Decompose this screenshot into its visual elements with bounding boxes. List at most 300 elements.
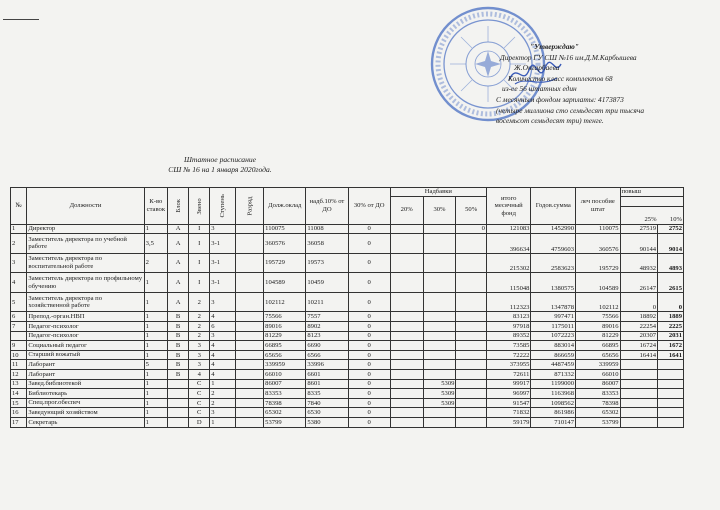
monthly-cell: 96997	[486, 389, 531, 399]
bonus10-cell: 7840	[306, 398, 348, 408]
a30-cell	[423, 224, 456, 234]
level-cell: I	[189, 273, 210, 293]
a20-cell	[390, 398, 423, 408]
a50-cell	[456, 408, 487, 418]
table-row	[11, 253, 684, 273]
r10-cell: 2615	[658, 273, 684, 293]
r10-cell: 2752	[658, 224, 684, 234]
salary-cell: 65656	[264, 350, 306, 360]
row-number: 17	[11, 418, 27, 428]
salary-cell: 66010	[264, 370, 306, 380]
r10-cell: 1889	[658, 312, 684, 322]
a50-cell	[456, 253, 487, 273]
staff-schedule-table	[10, 187, 684, 428]
r10-cell	[658, 360, 684, 370]
pct30-cell: 0	[348, 322, 390, 332]
pct30-cell: 0	[348, 312, 390, 322]
a20-cell	[390, 389, 423, 399]
count-cell: 2	[144, 253, 167, 273]
bonus10-cell: 36058	[306, 234, 348, 254]
block-cell: А	[168, 234, 189, 254]
row-number: 13	[11, 379, 27, 389]
salary-cell: 65302	[264, 408, 306, 418]
a20-cell	[390, 350, 423, 360]
r25-cell	[620, 379, 658, 389]
step-cell: 2	[210, 398, 236, 408]
a50-cell	[456, 312, 487, 322]
a30-cell: 5309	[423, 389, 456, 399]
a30-cell	[423, 341, 456, 351]
r25-cell: 18892	[620, 312, 658, 322]
block-cell: В	[168, 341, 189, 351]
row-number: 3	[11, 253, 27, 273]
pct30-cell: 0	[348, 408, 390, 418]
medical-cell: 81229	[576, 331, 621, 341]
r10-cell	[658, 398, 684, 408]
row-number: 15	[11, 398, 27, 408]
level-cell: I	[189, 224, 210, 234]
col-header-block: Блок	[168, 188, 189, 225]
yearly-cell: 871332	[531, 370, 576, 380]
block-cell: А	[168, 292, 189, 312]
a20-cell	[390, 234, 423, 254]
a20-cell	[390, 379, 423, 389]
row-number: 7	[11, 322, 27, 332]
bonus10-cell: 8902	[306, 322, 348, 332]
medical-cell: 65302	[576, 408, 621, 418]
yearly-cell: 1347878	[531, 292, 576, 312]
bonus10-cell: 5380	[306, 418, 348, 428]
pct30-cell: 0	[348, 418, 390, 428]
position-name: Секретарь	[27, 418, 144, 428]
pct30-cell: 0	[348, 253, 390, 273]
grade-cell	[236, 360, 264, 370]
pct30-cell: 0	[348, 398, 390, 408]
count-cell: 1	[144, 370, 167, 380]
r25-cell: 90144	[620, 234, 658, 254]
block-cell	[168, 418, 189, 428]
salary-cell: 110075	[264, 224, 306, 234]
salary-cell: 81229	[264, 331, 306, 341]
bonus10-cell: 10211	[306, 292, 348, 312]
step-cell: 3	[210, 292, 236, 312]
title-line: СШ № 16 на 1 января 2020года.	[168, 164, 272, 174]
block-cell: В	[168, 370, 189, 380]
r25-cell	[620, 408, 658, 418]
pct30-cell: 0	[348, 273, 390, 293]
monthly-cell: 71832	[486, 408, 531, 418]
a50-cell	[456, 350, 487, 360]
step-cell: 3	[210, 408, 236, 418]
monthly-cell: 115048	[486, 273, 531, 293]
medical-cell: 339959	[576, 360, 621, 370]
monthly-cell: 72222	[486, 350, 531, 360]
grade-cell	[236, 292, 264, 312]
monthly-cell: 59179	[486, 418, 531, 428]
level-cell: 2	[189, 331, 210, 341]
grade-cell	[236, 312, 264, 322]
medical-cell: 53799	[576, 418, 621, 428]
col-header-medical: леч пособие штат	[576, 188, 621, 225]
a50-cell	[456, 292, 487, 312]
position-name: Заместитель директора по хозяйственной работе	[27, 292, 144, 312]
yearly-cell: 997471	[531, 312, 576, 322]
table-row	[11, 398, 684, 408]
r10-cell: 0	[658, 292, 684, 312]
monthly-cell: 83123	[486, 312, 531, 322]
step-cell: 4	[210, 350, 236, 360]
position-name: Лаборант	[27, 360, 144, 370]
r10-cell: 2031	[658, 331, 684, 341]
a30-cell	[423, 408, 456, 418]
r10-cell: 1641	[658, 350, 684, 360]
approval-line: Ж.Онгарбаева	[514, 63, 560, 73]
pct30-cell: 0	[348, 350, 390, 360]
col-header-position: Должности	[27, 188, 144, 225]
count-cell: 1	[144, 224, 167, 234]
count-cell: 5	[144, 360, 167, 370]
row-number: 10	[11, 350, 27, 360]
level-cell: I	[189, 253, 210, 273]
position-name: Заместитель директора по профильному обучению	[27, 273, 144, 293]
step-cell: 4	[210, 360, 236, 370]
position-name: Старший вожатый	[27, 350, 144, 360]
position-name: Лаборант	[27, 370, 144, 380]
salary-cell: 104589	[264, 273, 306, 293]
a20-cell	[390, 322, 423, 332]
grade-cell	[236, 418, 264, 428]
row-number: 4	[11, 273, 27, 293]
grade-cell	[236, 398, 264, 408]
row-number	[11, 331, 27, 341]
level-cell: С	[189, 398, 210, 408]
top-rule	[3, 19, 39, 20]
row-number: 16	[11, 408, 27, 418]
monthly-cell: 91547	[486, 398, 531, 408]
approval-line: (четыре миллиона сто семьдесят три тысяча	[496, 105, 645, 115]
count-cell: 3,5	[144, 234, 167, 254]
r10-cell	[658, 389, 684, 399]
medical-cell: 102112	[576, 292, 621, 312]
yearly-cell: 710147	[531, 418, 576, 428]
a50-cell	[456, 418, 487, 428]
yearly-cell: 883014	[531, 341, 576, 351]
count-cell: 1	[144, 322, 167, 332]
a30-cell: 5309	[423, 398, 456, 408]
count-cell: 1	[144, 273, 167, 293]
position-name: Заместитель директора по воспитательной работе	[27, 253, 144, 273]
level-cell: 2	[189, 292, 210, 312]
medical-cell: 195729	[576, 253, 621, 273]
col-header-count: К-во ставок	[144, 188, 167, 225]
a50-cell	[456, 331, 487, 341]
medical-cell: 75566	[576, 312, 621, 322]
pct30-cell: 0	[348, 360, 390, 370]
col-header-num: №	[11, 188, 27, 225]
a30-cell	[423, 253, 456, 273]
yearly-cell: 1199000	[531, 379, 576, 389]
yearly-cell: 861986	[531, 408, 576, 418]
block-cell	[168, 398, 189, 408]
approval-line: из-ее 56 штатных един	[502, 84, 577, 94]
block-cell: В	[168, 331, 189, 341]
col-header-yearly: Годов.сумма	[531, 188, 576, 225]
col-header-r25: 25%	[620, 206, 658, 224]
count-cell: 1	[144, 418, 167, 428]
yearly-cell: 1163968	[531, 389, 576, 399]
a30-cell	[423, 360, 456, 370]
level-cell: С	[189, 379, 210, 389]
col-header-a20: 20%	[390, 196, 423, 224]
a30-cell	[423, 331, 456, 341]
count-cell: 1	[144, 350, 167, 360]
level-cell: 4	[189, 370, 210, 380]
salary-cell: 89016	[264, 322, 306, 332]
grade-cell	[236, 389, 264, 399]
position-name: Завед.библиотекой	[27, 379, 144, 389]
medical-cell: 89016	[576, 322, 621, 332]
r25-cell	[620, 398, 658, 408]
col-header-level: Звено	[189, 188, 210, 225]
approval-line: Директор ГУ СШ №16 им.Д.М.Карбышева	[500, 52, 637, 62]
table-row	[11, 370, 684, 380]
approval-block	[482, 42, 718, 127]
count-cell: 1	[144, 312, 167, 322]
row-number: 9	[11, 341, 27, 351]
medical-cell: 104589	[576, 273, 621, 293]
salary-cell: 53799	[264, 418, 306, 428]
r25-cell: 20307	[620, 331, 658, 341]
bonus10-cell: 6566	[306, 350, 348, 360]
row-number: 11	[11, 360, 27, 370]
r25-cell: 22254	[620, 322, 658, 332]
r10-cell	[658, 408, 684, 418]
r25-cell: 27519	[620, 224, 658, 234]
col-header-r10: 10%	[658, 206, 684, 224]
block-cell: В	[168, 312, 189, 322]
a30-cell	[423, 273, 456, 293]
medical-cell: 86007	[576, 379, 621, 389]
yearly-cell: 2583623	[531, 253, 576, 273]
bonus10-cell: 8123	[306, 331, 348, 341]
r25-cell: 0	[620, 292, 658, 312]
count-cell: 1	[144, 389, 167, 399]
level-cell: С	[189, 408, 210, 418]
col-header-pct30: 30% от ДО	[348, 188, 390, 225]
monthly-cell: 215302	[486, 253, 531, 273]
col-header-allowances: Надбавки	[390, 188, 486, 197]
level-cell: 2	[189, 322, 210, 332]
raise-spacer	[620, 196, 683, 206]
pct30-cell: 0	[348, 234, 390, 254]
bonus10-cell: 33996	[306, 360, 348, 370]
step-cell: 3	[210, 224, 236, 234]
grade-cell	[236, 350, 264, 360]
table-row	[11, 322, 684, 332]
step-cell: 2	[210, 389, 236, 399]
medical-cell: 360576	[576, 234, 621, 254]
monthly-cell: 112323	[486, 292, 531, 312]
a50-cell	[456, 234, 487, 254]
table-row	[11, 360, 684, 370]
r10-cell: 4893	[658, 253, 684, 273]
r10-cell	[658, 418, 684, 428]
yearly-cell: 4487459	[531, 360, 576, 370]
yearly-cell: 1452990	[531, 224, 576, 234]
row-number: 2	[11, 234, 27, 254]
step-cell: 3	[210, 331, 236, 341]
grade-cell	[236, 408, 264, 418]
col-header-step: Ступень	[210, 188, 236, 225]
a50-cell	[456, 341, 487, 351]
medical-cell: 78398	[576, 398, 621, 408]
r25-cell: 16414	[620, 350, 658, 360]
step-cell: 3-1	[210, 273, 236, 293]
row-number: 6	[11, 312, 27, 322]
row-number: 12	[11, 370, 27, 380]
monthly-cell: 121083	[486, 224, 531, 234]
step-cell: 1	[210, 379, 236, 389]
document-title	[150, 155, 290, 174]
salary-cell: 195729	[264, 253, 306, 273]
table-row	[11, 379, 684, 389]
grade-cell	[236, 224, 264, 234]
a20-cell	[390, 370, 423, 380]
a30-cell	[423, 312, 456, 322]
approval-header: "Утверждаю"	[530, 42, 579, 51]
r25-cell: 16724	[620, 341, 658, 351]
count-cell: 1	[144, 408, 167, 418]
bonus10-cell: 8601	[306, 379, 348, 389]
grade-cell	[236, 379, 264, 389]
monthly-cell: 72611	[486, 370, 531, 380]
col-header-a30: 30%	[423, 196, 456, 224]
a20-cell	[390, 418, 423, 428]
r10-cell: 2225	[658, 322, 684, 332]
table-row	[11, 341, 684, 351]
a50-cell	[456, 398, 487, 408]
salary-cell: 83353	[264, 389, 306, 399]
step-cell: 4	[210, 341, 236, 351]
salary-cell: 66895	[264, 341, 306, 351]
position-name: Директор	[27, 224, 144, 234]
pct30-cell: 0	[348, 379, 390, 389]
block-cell	[168, 379, 189, 389]
monthly-cell: 97918	[486, 322, 531, 332]
table-row	[11, 418, 684, 428]
count-cell: 1	[144, 398, 167, 408]
medical-cell: 83353	[576, 389, 621, 399]
a20-cell	[390, 341, 423, 351]
table-row	[11, 408, 684, 418]
pct30-cell: 0	[348, 331, 390, 341]
position-name: Препод.-орган.НВП	[27, 312, 144, 322]
a20-cell	[390, 360, 423, 370]
approval-line: восемьсот семьдесят три) тенге.	[496, 116, 604, 126]
row-number: 14	[11, 389, 27, 399]
r10-cell: 1672	[658, 341, 684, 351]
medical-cell: 65656	[576, 350, 621, 360]
medical-cell: 66010	[576, 370, 621, 380]
a20-cell	[390, 224, 423, 234]
grade-cell	[236, 341, 264, 351]
position-name: Социальный педагог	[27, 341, 144, 351]
bonus10-cell: 8335	[306, 389, 348, 399]
level-cell: 3	[189, 360, 210, 370]
table-row	[11, 234, 684, 254]
salary-cell: 75566	[264, 312, 306, 322]
block-cell: А	[168, 273, 189, 293]
pct30-cell: 0	[348, 370, 390, 380]
a50-cell	[456, 379, 487, 389]
bonus10-cell: 6530	[306, 408, 348, 418]
r25-cell	[620, 389, 658, 399]
salary-cell: 102112	[264, 292, 306, 312]
a20-cell	[390, 292, 423, 312]
yearly-cell: 4759603	[531, 234, 576, 254]
a30-cell	[423, 234, 456, 254]
step-cell: 4	[210, 312, 236, 322]
monthly-cell: 373955	[486, 360, 531, 370]
r25-cell: 48932	[620, 253, 658, 273]
a50-cell	[456, 273, 487, 293]
a30-cell	[423, 350, 456, 360]
table-row	[11, 224, 684, 234]
level-cell: С	[189, 389, 210, 399]
position-name: Заведующий хозяйством	[27, 408, 144, 418]
level-cell: I	[189, 234, 210, 254]
position-name: Педагог-психолог	[27, 322, 144, 332]
block-cell: В	[168, 350, 189, 360]
salary-cell: 86007	[264, 379, 306, 389]
bonus10-cell: 19573	[306, 253, 348, 273]
salary-cell: 78398	[264, 398, 306, 408]
monthly-cell: 89352	[486, 331, 531, 341]
medical-cell: 110075	[576, 224, 621, 234]
col-header-bonus10: надб.10% от ДО	[306, 188, 348, 225]
bonus10-cell: 7557	[306, 312, 348, 322]
block-cell	[168, 389, 189, 399]
yearly-cell: 866659	[531, 350, 576, 360]
grade-cell	[236, 370, 264, 380]
pct30-cell: 0	[348, 341, 390, 351]
r25-cell	[620, 418, 658, 428]
col-header-salary: Долж.оклад	[264, 188, 306, 225]
step-cell: 3-1	[210, 253, 236, 273]
r25-cell	[620, 360, 658, 370]
level-cell: 3	[189, 341, 210, 351]
yearly-cell: 1072223	[531, 331, 576, 341]
bonus10-cell: 11008	[306, 224, 348, 234]
table-row	[11, 292, 684, 312]
block-cell: А	[168, 224, 189, 234]
a50-cell	[456, 370, 487, 380]
a20-cell	[390, 408, 423, 418]
level-cell: 2	[189, 312, 210, 322]
bonus10-cell: 6601	[306, 370, 348, 380]
step-cell: 6	[210, 322, 236, 332]
row-number: 1	[11, 224, 27, 234]
a30-cell	[423, 322, 456, 332]
r25-cell: 26147	[620, 273, 658, 293]
grade-cell	[236, 234, 264, 254]
a20-cell	[390, 331, 423, 341]
a30-cell: 5309	[423, 379, 456, 389]
approval-line: Количество класс комплектов 68	[508, 73, 613, 83]
salary-cell: 360576	[264, 234, 306, 254]
table-row	[11, 273, 684, 293]
step-cell: 4	[210, 370, 236, 380]
